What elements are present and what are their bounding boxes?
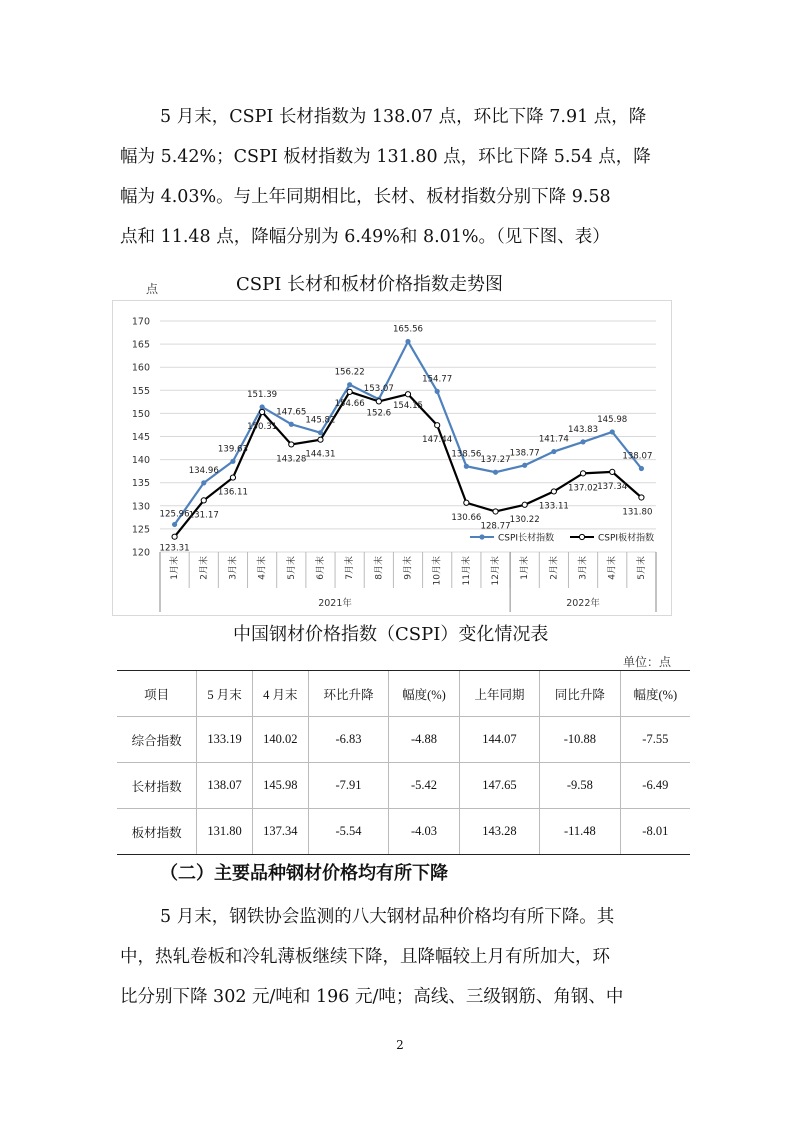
- year-group-label: 2021年: [318, 598, 352, 609]
- data-label: 138.77: [509, 448, 540, 459]
- table-cell: 145.98: [252, 763, 308, 809]
- body-line: 中，热轧卷板和冷轧薄板继续下降，且降幅较上月有所加大，环: [120, 947, 610, 967]
- x-tick-label: 7月末: [345, 556, 356, 580]
- plate-steel-point: [376, 399, 381, 404]
- x-tick-label: 5月末: [636, 556, 647, 580]
- table-cell: -7.91: [308, 763, 388, 809]
- legend-marker: [479, 534, 484, 539]
- y-tick-label: 160: [131, 362, 150, 374]
- y-tick-label: 150: [131, 408, 150, 420]
- long-steel-point: [493, 470, 498, 475]
- legend-label: CSPI板材指数: [598, 533, 655, 544]
- y-tick-label: 135: [131, 478, 150, 490]
- plate-steel-point: [639, 495, 644, 500]
- page-number: 2: [396, 1038, 404, 1052]
- table-header-cell: 项目: [117, 671, 197, 717]
- long-steel-point: [551, 449, 556, 454]
- y-tick-label: 165: [131, 339, 150, 351]
- table-row: [117, 809, 690, 855]
- data-label: 138.07: [622, 451, 653, 462]
- plate-steel-point: [405, 392, 410, 397]
- data-label: 141.74: [538, 434, 569, 445]
- plate-steel-point: [493, 509, 498, 514]
- y-tick-label: 130: [131, 501, 150, 513]
- long-steel-point: [639, 466, 644, 471]
- plate-steel-point: [260, 409, 265, 414]
- data-label: 125.96: [159, 509, 190, 520]
- y-tick-label: 140: [131, 455, 150, 467]
- long-steel-point: [260, 404, 265, 409]
- section-heading: （二）主要品种钢材价格均有所下降: [160, 863, 448, 884]
- plate-steel-point: [464, 500, 469, 505]
- table-cell: -6.83: [308, 717, 388, 763]
- y-tick-label: 125: [131, 524, 150, 536]
- table-cell: 143.28: [459, 809, 539, 855]
- cspi-change-table: [117, 670, 690, 855]
- table-cell: -11.48: [540, 809, 620, 855]
- data-label: 144.31: [305, 449, 336, 460]
- data-label: 130.22: [509, 514, 540, 525]
- table-header-cell: 同比升降: [540, 671, 620, 717]
- table-cell: 140.02: [252, 717, 308, 763]
- chart-unit-label: 点: [146, 282, 159, 296]
- data-label: 143.28: [276, 454, 307, 465]
- table-cell: 147.65: [459, 763, 539, 809]
- plate-steel-point: [230, 475, 235, 480]
- data-label: 152.6: [366, 408, 392, 419]
- body-line: 比分别下降 302 元/吨和 196 元/吨；高线、三级钢筋、角钢、中: [120, 987, 624, 1007]
- x-tick-label: 2月末: [199, 556, 210, 580]
- table-row: [117, 717, 690, 763]
- x-tick-label: 3月末: [228, 556, 239, 580]
- table-cell: -7.55: [620, 717, 690, 763]
- plate-steel-point: [522, 502, 527, 507]
- data-label: 165.56: [392, 324, 424, 335]
- table-cell: -5.54: [308, 809, 388, 855]
- data-label: 130.66: [451, 512, 482, 523]
- data-label: 151.39: [247, 389, 278, 400]
- x-tick-label: 1月末: [170, 556, 181, 580]
- plate-steel-point: [172, 534, 177, 539]
- long-steel-point: [464, 464, 469, 469]
- long-steel-point: [347, 382, 352, 387]
- long-steel-point: [230, 459, 235, 464]
- table-cell: -10.88: [540, 717, 620, 763]
- long-steel-point: [435, 389, 440, 394]
- data-label: 128.77: [480, 521, 511, 532]
- plate-steel-point: [289, 442, 294, 447]
- table-cell: -9.58: [540, 763, 620, 809]
- y-tick-label: 155: [131, 385, 150, 397]
- body-line: 5 月末，钢铁协会监测的八大钢材品种价格均有所下降。其: [160, 907, 615, 927]
- y-tick-label: 145: [131, 432, 150, 443]
- data-label: 143.83: [568, 424, 599, 435]
- legend-label: CSPI长材指数: [498, 533, 555, 544]
- table-header-cell: 幅度(%): [620, 671, 690, 717]
- table-header-cell: 4 月末: [252, 671, 308, 717]
- data-label: 138.56: [451, 449, 482, 460]
- data-label: 153.07: [363, 384, 394, 395]
- table-cell: -8.01: [620, 809, 690, 855]
- x-tick-label: 4月末: [257, 556, 268, 580]
- body-paragraph: [120, 897, 682, 1017]
- x-tick-label: 6月末: [315, 556, 326, 580]
- data-label: 137.34: [597, 481, 628, 492]
- table-row-label: 板材指数: [117, 809, 197, 855]
- table-title: 中国钢材价格指数（CSPI）变化情况表: [233, 624, 549, 645]
- data-label: 147.44: [422, 435, 453, 446]
- x-tick-label: 11月末: [461, 556, 472, 586]
- table-cell: 138.07: [197, 763, 253, 809]
- y-tick-label: 120: [131, 547, 150, 559]
- x-tick-label: 1月末: [520, 556, 531, 580]
- data-label: 154.77: [422, 374, 453, 385]
- long-steel-point: [289, 422, 294, 427]
- table-cell: -6.49: [620, 763, 690, 809]
- data-label: 145.98: [597, 414, 628, 425]
- data-label: 156.22: [334, 367, 365, 378]
- table-row-label: 综合指数: [117, 717, 197, 763]
- table-cell: 137.34: [252, 809, 308, 855]
- table-cell: -5.42: [389, 763, 460, 809]
- x-tick-label: 9月末: [403, 556, 414, 580]
- table-cell: -4.03: [389, 809, 460, 855]
- x-tick-label: 8月末: [374, 556, 385, 580]
- legend-marker: [579, 534, 584, 539]
- long-steel-point: [201, 480, 206, 485]
- table-row: [117, 763, 690, 809]
- table-header-cell: 环比升降: [308, 671, 388, 717]
- table-unit-label: 单位：点: [623, 655, 672, 669]
- table-cell: -4.88: [389, 717, 460, 763]
- chart-title: CSPI 长材和板材价格指数走势图: [236, 274, 504, 295]
- plate-steel-point: [551, 489, 556, 494]
- table-header-cell: 5 月末: [197, 671, 253, 717]
- long-steel-point: [610, 429, 615, 434]
- data-label: 147.65: [276, 407, 307, 418]
- long-steel-point: [172, 522, 177, 527]
- data-label: 131.80: [622, 507, 653, 518]
- data-label: 154.66: [334, 398, 365, 409]
- table-header-cell: 上年同期: [459, 671, 539, 717]
- data-label: 136.11: [217, 487, 248, 498]
- intro-line: 5 月末，CSPI 长材指数为 138.07 点，环比下降 7.91 点，降: [160, 107, 647, 127]
- long-steel-point: [580, 439, 585, 444]
- table-header-row: [117, 671, 690, 717]
- x-tick-label: 5月末: [286, 556, 297, 580]
- intro-line: 点和 11.48 点，降幅分别为 6.49%和 8.01%。（见下图、表）: [120, 227, 610, 247]
- x-tick-label: 10月末: [432, 556, 443, 586]
- intro-paragraph: [120, 97, 682, 257]
- data-label: 137.27: [480, 455, 511, 466]
- data-label: 133.11: [538, 501, 569, 512]
- x-tick-label: 12月末: [491, 556, 502, 586]
- plate-steel-point: [435, 423, 440, 428]
- plate-steel-point: [347, 389, 352, 394]
- long-steel-point: [405, 339, 410, 344]
- data-label: 123.31: [159, 543, 190, 554]
- data-label: 139.63: [217, 444, 248, 455]
- long-steel-point: [522, 463, 527, 468]
- plate-steel-point: [580, 471, 585, 476]
- x-tick-label: 2月末: [549, 556, 560, 580]
- data-label: 134.96: [188, 465, 219, 476]
- table-header-cell: 幅度(%): [389, 671, 460, 717]
- table-cell: 131.80: [197, 809, 253, 855]
- long-steel-point: [318, 430, 323, 435]
- data-label: 150.31: [247, 421, 278, 432]
- x-tick-label: 4月末: [607, 556, 618, 580]
- data-label: 131.17: [188, 510, 219, 521]
- data-label: 154.15: [392, 401, 424, 412]
- y-tick-label: 170: [131, 316, 150, 328]
- table-body: [117, 717, 690, 855]
- table-cell: 144.07: [459, 717, 539, 763]
- plate-steel-point: [318, 437, 323, 442]
- data-label: 137.02: [568, 483, 599, 494]
- table-cell: 133.19: [197, 717, 253, 763]
- plate-steel-point: [610, 469, 615, 474]
- data-label: 145.82: [305, 415, 336, 426]
- x-tick-label: 3月末: [578, 556, 589, 580]
- intro-line: 幅为 5.42%；CSPI 板材指数为 131.80 点，环比下降 5.54 点，降: [120, 147, 651, 167]
- plate-steel-point: [201, 498, 206, 503]
- table-row-label: 长材指数: [117, 763, 197, 809]
- year-group-label: 2022年: [566, 598, 600, 609]
- intro-line: 幅为 4.03%。与上年同期相比，长材、板材指数分别下降 9.58: [120, 187, 611, 207]
- line-chart: [112, 300, 672, 616]
